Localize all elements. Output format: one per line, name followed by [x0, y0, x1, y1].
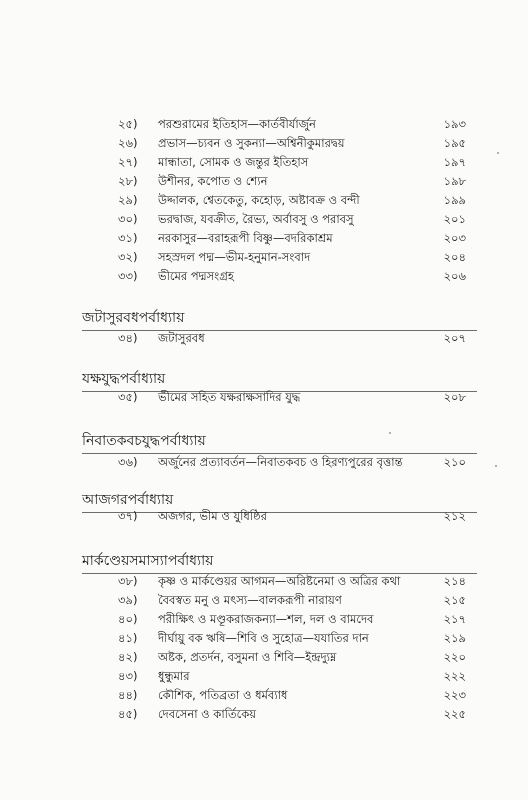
entry-number: ৪০): [118, 612, 138, 626]
entry-page-number: ২০৪: [443, 250, 466, 264]
toc-entry: [118, 669, 458, 683]
entry-title: অর্জুনের প্রত্যাবর্তন—নিবাতকবচ ও হিরণ্যপুরের বৃত্তান্ত: [158, 455, 403, 469]
toc-entry: [118, 269, 458, 283]
entry-number: ৪৩): [118, 669, 138, 683]
entry-number: ৩৫): [118, 390, 138, 404]
toc-entry: [118, 212, 458, 226]
entry-page-number: ১৯৯: [443, 193, 466, 207]
toc-entry: [118, 707, 458, 721]
toc-entry: [118, 174, 458, 188]
entry-page-number: ১৯৭: [443, 155, 466, 169]
entry-title: অষ্টক, প্রতর্দন, বসুমনা ও শিবি—ইন্দ্রদ্যুম্ন: [158, 650, 337, 664]
entry-title: সহস্রদল পদ্ম—ভীম-হনুমান-সংবাদ: [158, 250, 311, 264]
entry-title: ভীমের পদ্মসংগ্রহ: [158, 269, 234, 283]
section-heading: নিবাতকবচযুদ্ধপর্বাধ্যায়: [82, 433, 206, 449]
entry-number: ৩৬): [118, 455, 138, 469]
entry-page-number: ২২০: [443, 650, 466, 664]
toc-entry: [118, 390, 458, 404]
entry-number: ৩৭): [118, 509, 138, 523]
entry-number: ৩৩): [118, 269, 138, 283]
entry-page-number: ২১৭: [443, 612, 466, 626]
entry-number: ২৯): [118, 193, 138, 207]
entry-number: ৪৪): [118, 688, 138, 702]
entry-number: ৩০): [118, 212, 138, 226]
paper-speck: [389, 432, 391, 434]
entry-title: উশীনর, কপোত ও শ্যেন: [158, 174, 268, 188]
entry-title: ভরদ্বাজ, যবক্রীত, রৈভ্য, অর্বাবসু ও পরাবসু: [158, 212, 354, 226]
paper-speck: [495, 465, 497, 467]
section-heading: যক্ষযুদ্ধপর্বাধ্যায়: [82, 371, 166, 387]
entry-page-number: ২১০: [443, 455, 466, 469]
entry-title: উদ্দালক, শ্বেতকেতু, কহোড়, অষ্টাবক্র ও বন্দী: [158, 193, 360, 207]
toc-entry: [118, 193, 458, 207]
entry-number: ৩৯): [118, 593, 138, 607]
section-divider: [82, 453, 477, 454]
entry-title: নরকাসুর—বরাহরূপী বিষ্ণু—বদরিকাশ্রম: [158, 231, 333, 245]
entry-page-number: ২২৫: [443, 707, 466, 721]
toc-entry: [118, 612, 458, 626]
toc-entry: [118, 250, 458, 264]
entry-number: ২৫): [118, 117, 138, 131]
entry-title: ধুন্ধুমার: [158, 669, 190, 683]
entry-page-number: ২২২: [443, 669, 466, 683]
toc-entry: [118, 231, 458, 245]
entry-page-number: ২২৩: [443, 688, 466, 702]
entry-page-number: ২১৪: [443, 574, 466, 588]
toc-entry: [118, 631, 458, 645]
entry-number: ৩৮): [118, 574, 138, 588]
toc-entry: [118, 593, 458, 607]
entry-page-number: ২০৮: [443, 390, 466, 404]
toc-entry: [118, 574, 458, 588]
entry-title: প্রভাস—চ্যবন ও সুকন্যা—অশ্বিনীকুমারদ্বয়: [158, 136, 345, 150]
entry-number: ৪২): [118, 650, 138, 664]
entry-number: ৪১): [118, 631, 138, 645]
toc-entry: [118, 155, 458, 169]
toc-entry: [118, 688, 458, 702]
entry-page-number: ২০৬: [443, 269, 466, 283]
entry-title: দীর্ঘায়ু বক ঋষি—শিবি ও সুহোত্র—যযাতির দান: [158, 631, 369, 645]
entry-number: ২৭): [118, 155, 138, 169]
entry-title: ভীমের সহিত যক্ষরাক্ষসাদির যুদ্ধ: [158, 390, 301, 404]
entry-number: ২৮): [118, 174, 138, 188]
entry-number: ৪৫): [118, 707, 138, 721]
entry-page-number: ২১৯: [443, 631, 466, 645]
entry-page-number: ২১২: [443, 509, 466, 523]
entry-number: ৩১): [118, 231, 138, 245]
entry-title: দেবসেনা ও কার্তিকেয়: [158, 707, 257, 721]
entry-title: বৈবস্বত মনু ও মৎস্য—বালকরূপী নারায়ণ: [158, 593, 342, 607]
entry-title: কৌশিক, পতিব্রতা ও ধর্মব্যাধ: [158, 688, 288, 702]
toc-entry: [118, 650, 458, 664]
entry-number: ৩২): [118, 250, 138, 264]
section-heading: জটাসুরবধপর্বাধ্যায়: [82, 310, 185, 326]
entry-title: জটাসুরবধ: [158, 331, 205, 345]
entry-page-number: ২০৭: [443, 331, 466, 345]
entry-page-number: ১৯৩: [443, 117, 466, 131]
entry-number: ২৬): [118, 136, 138, 150]
entry-title: পরশুরামের ইতিহাস—কার্তবীর্যার্জুন: [158, 117, 316, 131]
entry-page-number: ১৯৮: [443, 174, 466, 188]
entry-page-number: ১৯৫: [443, 136, 466, 150]
toc-entry: [118, 509, 458, 523]
entry-title: অজগর, ভীম ও যুধিষ্ঠির: [158, 509, 267, 523]
entry-number: ৩৪): [118, 331, 138, 345]
entry-title: মান্ধাতা, সোমক ও জন্তুর ইতিহাস: [158, 155, 309, 169]
entry-page-number: ২০১: [443, 212, 466, 226]
toc-entry: [118, 136, 458, 150]
section-heading: মার্কণ্ডেয়সমাস্যাপর্বাধ্যায়: [82, 553, 214, 569]
section-heading: আজগরপর্বাধ্যায়: [82, 492, 174, 508]
toc-entry: [118, 117, 458, 131]
entry-page-number: ২১৫: [443, 593, 466, 607]
paper-speck: [497, 152, 499, 154]
toc-entry: [118, 455, 458, 469]
entry-page-number: ২০৩: [443, 231, 466, 245]
entry-title: কৃষ্ণ ও মার্কণ্ডেয়র আগমন—অরিষ্টনেমা ও অত্রির কথা: [158, 574, 401, 588]
toc-entry: [118, 331, 458, 345]
entry-title: পরীক্ষিৎ ও মণ্ডূকরাজকন্যা—শল, দল ও বামদেব: [158, 612, 374, 626]
